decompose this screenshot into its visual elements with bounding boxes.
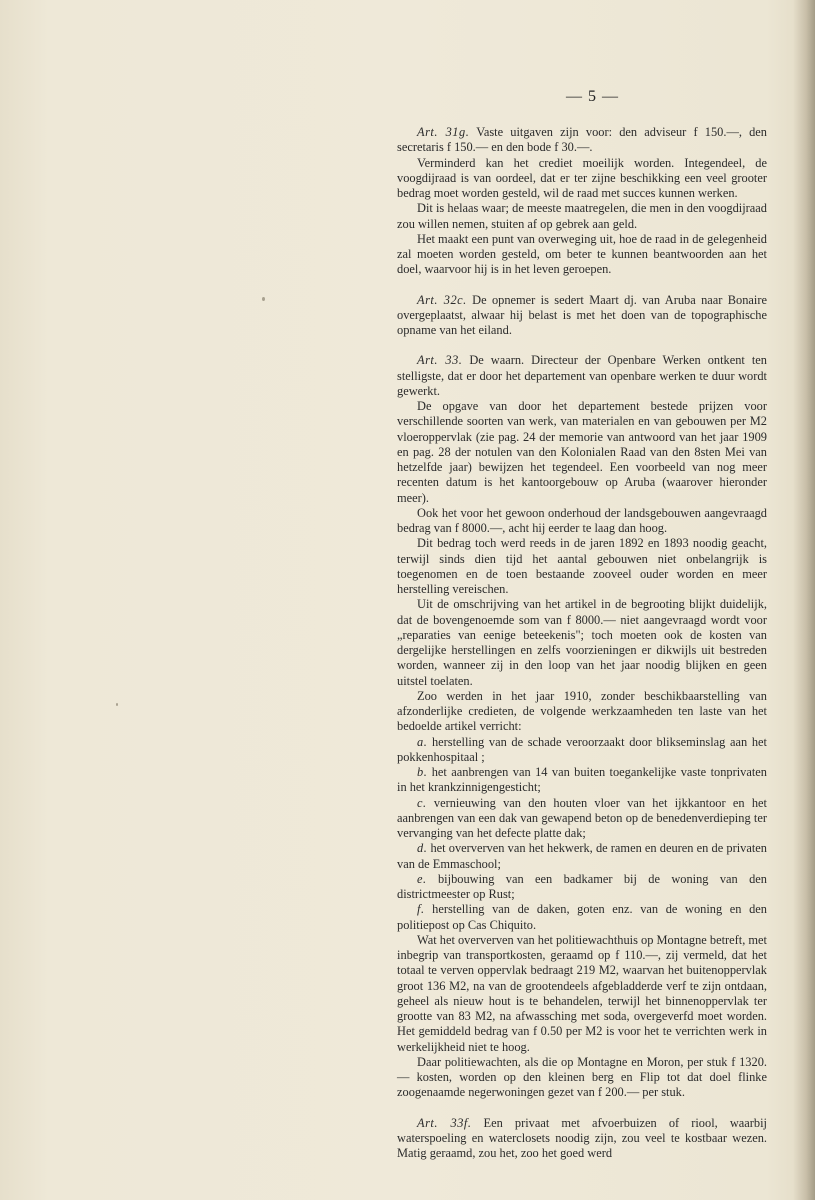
paragraph-text: het aanbrengen van 14 van buiten toegankelijke vaste tonprivaten in het krankzinnigengesticht; [397,765,767,795]
article-label: Art. 32c. [417,292,467,307]
list-item-label: d. [417,841,428,856]
paragraph-text: Vaste uitgaven zijn voor: den adviseur f 150.—, den secretaris f 150.— en den bode f 30.—. [397,125,768,155]
paragraph-text: De waarn. Directeur der Openbare Werken ontkent ten stelligste, dat er door het departement van openbare werken te duur wordt gewerkt. [397,353,767,398]
paragraph-text: het oververven van het hekwerk, de ramen en deuren en de privaten van de Emmaschool; [397,841,767,871]
paragraph-text: Verminderd kan het crediet moeilijk worden. Integendeel, de voogdijraad is van oordeel, dat er ter zijne beschikking een veel grooter bedrag moet worden gesteld, wil de raad met succes kunnen werken. [397,155,767,200]
list-item [397,841,767,872]
paragraph-text: Dit bedrag toch werd reeds in de jaren 1892 en 1893 noodig geacht, terwijl sinds dien tijd het aantal gebouwen niet onbelangrijk is toegenomen en de toen bestaande zooveel ouder worden en meer herstelling vereischen. [397,536,767,596]
paragraph-text: bijbouwing van een badkamer bij de woning van den districtmeester op Rust; [397,871,767,901]
document-body [397,125,767,1161]
paragraph-text: Uit de omschrijving van het artikel in de begrooting blijkt duidelijk, dat de bovengenoemde som van f 8000.— niet aangevraagd wordt voor „reparaties van eenige beteekenis"; toch moeten ook de kosten van dergelijke herstellingen en zelfs voorzieningen er dikwijls uit bestreden worden, wanneer zij in den loop van het jaar noodig blijken en geen uitstel toelaten. [397,597,767,688]
paragraph-text: Het maakt een punt van overweging uit, hoe de raad in de gelegenheid zal moeten worden gesteld, om beter te kunnen beantwoorden aan het doel, waarvoor hij is in het leven geroepen. [397,231,767,277]
paragraph-text: vernieuwing van den houten vloer van het ijkkantoor en het aanbrengen van een dak van gewapend beton op de benedenverdieping ter vervanging van het defecte platte dak; [397,795,767,840]
body-paragraph [397,156,767,202]
article-paragraph [397,1116,767,1162]
page-number: — 5 — [566,88,619,105]
list-item-label: a. [417,734,428,749]
body-paragraph [397,689,767,735]
body-paragraph [397,399,767,506]
body-paragraph [397,506,767,537]
body-paragraph [397,201,767,232]
body-paragraph [397,232,767,278]
paragraph-text: Wat het oververven van het politiewachthuis op Montagne betreft, met inbegrip van transportkosten, geraamd op f 110.—, zij vermeld, dat het totaal te verven oppervlak bedraagt 219 M2, waarvan het buitenoppervlak groot 136 M2, na van de grootendeels afgebladderde verf te zijn ontdaan, geheel als nieuw hout is te behandelen, terwijl het binnenoppervlak ter grootte van 83 M2, na afwassching met soda, overgeverfd moet worden. Het gemiddeld bedrag van f 0.50 per M2 is voor het te verrichten werk in werkelijkheid niet te hoog. [397,932,767,1054]
paragraph-text: herstelling van de daken, goten enz. van de woning en den politiepost op Cas Chiquito. [397,902,767,932]
paragraph-text: Een privaat met afvoerbuizen of riool, waarbij waterspoeling en waterclosets noodig zijn, zou veel te kostbaar wezen. Matig geraamd, zou het, zoo het goed werd [397,1115,767,1160]
article-label: Art. 31g. [417,125,470,139]
article-paragraph [397,353,767,399]
article-label: Art. 33f. [417,1115,472,1130]
article-paragraph [397,293,767,339]
body-paragraph [397,1055,767,1101]
list-item [397,796,767,842]
list-item-label: c. [417,795,427,810]
paragraph-text: Daar politiewachten, als die op Montagne en Moron, per stuk f 1320.— kosten, worden op den kleinen berg en Flip tot dat doel flinke zoogenaamde negerwoningen gezet van f 200.— per stuk. [397,1054,767,1100]
scan-speck [262,297,265,301]
paragraph-text: De opgave van door het departement bestede prijzen voor verschillende soorten van werk, van materialen en van gebouwen per M2 vloeroppervlak (zie pag. 24 der memorie van antwoord van het jaar 1909 en pag. 28 der notulen van den Kolonialen Raad van den 8sten Mei van hetzelfde jaar) bewijzen het tegendeel. Een voorbeeld van nog meer recenten datum is het kantoorgebouw op Aruba (waarover hieronder meer). [397,399,767,505]
scan-speck [116,703,118,706]
paragraph-text: herstelling van de schade veroorzaakt door blikseminslag aan het pokkenhospitaal ; [397,734,767,764]
list-item-label: e. [417,871,427,886]
body-paragraph [397,597,767,689]
paragraph-text: Ook het voor het gewoon onderhoud der landsgebouwen aangevraagd bedrag van f 8000.—, acht hij eerder te laag dan hoog. [397,505,767,535]
paragraph-text: Dit is helaas waar; de meeste maatregelen, die men in den voogdijraad zou willen nemen, stuiten af op gebrek aan geld. [397,201,767,231]
paragraph-text: De opnemer is sedert Maart dj. van Aruba naar Bonaire overgeplaatst, alwaar hij belast is met het doen van de topographische opname van het eiland. [397,292,767,337]
list-item-label: f. [417,902,425,917]
body-paragraph [397,933,767,1055]
list-item [397,872,767,903]
list-item [397,735,767,766]
list-item [397,765,767,796]
list-item-label: b. [417,765,428,779]
paragraph-text: Zoo werden in het jaar 1910, zonder beschikbaarstelling van afzonderlijke credieten, de volgende werkzaamheden ten laste van het bedoelde artikel verricht: [397,688,767,734]
article-label: Art. 33. [417,353,463,368]
list-item [397,902,767,933]
article-paragraph [397,125,767,156]
body-paragraph [397,536,767,597]
page-edge-shadow [793,0,815,1200]
